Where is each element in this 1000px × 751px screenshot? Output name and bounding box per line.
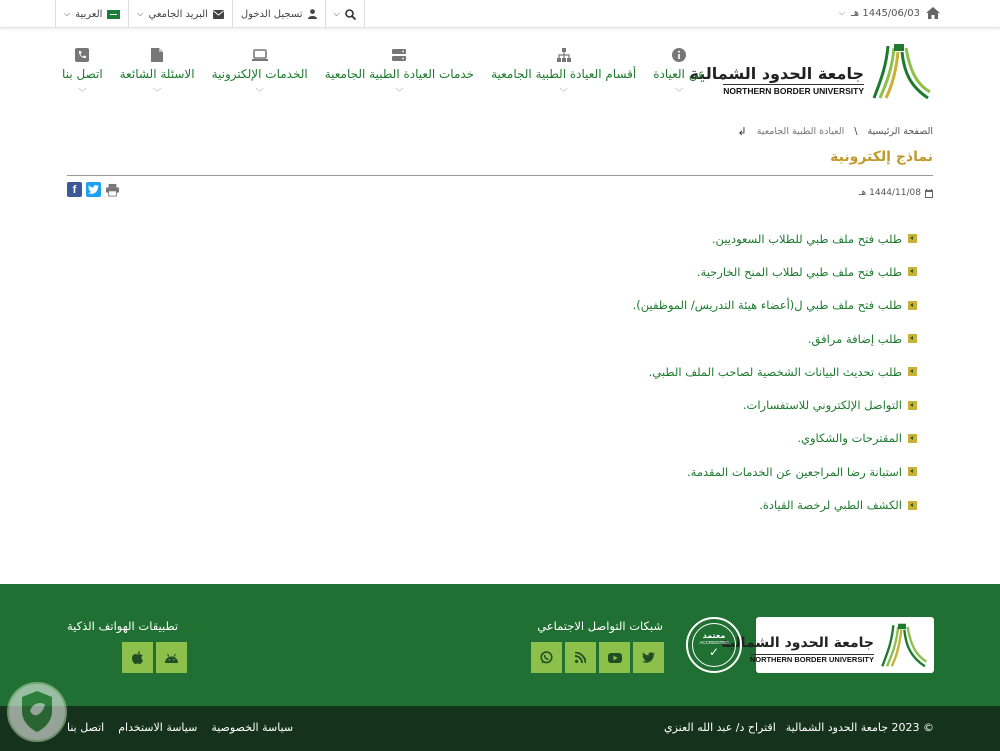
app-buttons xyxy=(122,642,187,673)
android-icon[interactable] xyxy=(156,642,187,673)
list-item[interactable] xyxy=(517,455,917,488)
breadcrumb-home[interactable]: الصفحة الرئيسية xyxy=(867,126,933,137)
user-icon xyxy=(308,9,317,19)
language-label: العربية xyxy=(75,8,103,20)
copyright xyxy=(664,721,934,734)
youtube-icon[interactable] xyxy=(599,642,630,673)
nav-item-e-services[interactable] xyxy=(212,48,308,108)
apple-icon[interactable] xyxy=(122,642,153,673)
link-text[interactable]: طلب فتح ملف طبي لطلاب المنح الخارجية. xyxy=(696,264,902,279)
link-text[interactable]: الكشف الطبي لرخصة القيادة. xyxy=(759,498,902,513)
login-link[interactable] xyxy=(233,0,326,28)
nav-item-faq[interactable] xyxy=(120,48,195,108)
nav-item-services[interactable] xyxy=(325,48,474,108)
language-switch[interactable] xyxy=(55,0,129,28)
link-text[interactable]: طلب إضافة مرافق. xyxy=(807,331,902,346)
server-icon xyxy=(392,48,406,62)
university-logo[interactable] xyxy=(689,42,932,100)
university-emblem-icon xyxy=(876,621,928,669)
footer-university-logo[interactable] xyxy=(721,617,934,673)
logo-english-name: NORTHERN BORDER UNIVERSITY xyxy=(723,86,864,96)
print-icon[interactable] xyxy=(105,182,120,197)
accredited-english: ACCREDITED xyxy=(699,640,729,645)
link-text[interactable]: طلب فتح ملف طبي للطلاب السعوديين. xyxy=(711,231,902,246)
date-text: 1445/06/03 هـ xyxy=(850,7,920,19)
nav-label: عن العيادة xyxy=(653,67,705,81)
chevron-down-icon[interactable]: ⌵ xyxy=(838,8,845,17)
university-email-link[interactable] xyxy=(129,0,233,28)
link-text[interactable]: طلب تحديث البيانات الشخصية لصاحب الملف الطبي. xyxy=(648,364,902,379)
arrow-bullet-icon xyxy=(908,301,917,310)
footer-logo-english: NORTHERN BORDER UNIVERSITY xyxy=(749,655,874,664)
form-links-list xyxy=(517,222,917,522)
info-icon xyxy=(672,48,686,62)
nav-label: الخدمات الإلكترونية xyxy=(211,67,308,81)
sitemap-icon xyxy=(557,48,571,62)
breadcrumb xyxy=(738,125,933,138)
arrow-bullet-icon xyxy=(908,434,917,443)
accreditation-seal xyxy=(686,617,742,673)
link-text[interactable]: استبانة رضا المراجعين عن الخدمات المقدمة. xyxy=(687,464,902,479)
arrow-bullet-icon xyxy=(908,234,917,243)
chevron-down-icon: ﹀ xyxy=(559,88,568,97)
facebook-icon[interactable]: f xyxy=(67,182,82,197)
privacy-policy-link[interactable]: سياسة الخصوصية xyxy=(211,721,294,734)
home-icon[interactable] xyxy=(926,7,940,19)
chevron-down-icon: ⌵ xyxy=(137,9,144,18)
nav-label: الاسئلة الشائعة xyxy=(119,67,195,81)
breadcrumb-current: العيادة الطبية الجامعية xyxy=(756,126,845,137)
back-arrow-icon[interactable]: ↲ xyxy=(737,125,747,138)
checkmark-icon: ✓ xyxy=(708,645,720,659)
nav-item-departments[interactable] xyxy=(491,48,636,108)
divider xyxy=(67,175,933,176)
footer-contact-link[interactable]: اتصل بنا xyxy=(67,721,105,734)
arrow-bullet-icon xyxy=(908,467,917,476)
page-title: نماذج إلكترونية xyxy=(830,149,933,165)
breadcrumb-separator: \ xyxy=(854,126,858,137)
chevron-down-icon: ﹀ xyxy=(395,88,404,97)
list-item[interactable] xyxy=(517,488,917,521)
list-item[interactable] xyxy=(517,422,917,455)
nav-label: خدمات العيادة الطبية الجامعية xyxy=(324,67,475,81)
email-label: البريد الجامعي xyxy=(148,8,208,20)
saudi-flag-icon xyxy=(107,10,120,19)
twitter-icon[interactable] xyxy=(86,182,101,197)
list-item[interactable] xyxy=(517,355,917,388)
rss-icon[interactable] xyxy=(565,642,596,673)
nav-label: أقسام العيادة الطبية الجامعية xyxy=(491,67,637,81)
copyright-text: © 2023 جامعة الحدود الشمالية xyxy=(785,721,934,734)
arrow-bullet-icon xyxy=(908,367,917,376)
envelope-icon xyxy=(213,10,224,19)
list-item[interactable] xyxy=(517,322,917,355)
list-item[interactable] xyxy=(517,255,917,288)
phone-icon xyxy=(75,48,89,62)
list-item[interactable] xyxy=(517,388,917,421)
chevron-down-icon: ﹀ xyxy=(153,88,162,97)
footer-links xyxy=(67,721,293,734)
arrow-bullet-icon xyxy=(908,501,917,510)
main-navigation xyxy=(62,48,705,108)
nav-item-about[interactable] xyxy=(653,48,705,108)
list-item[interactable] xyxy=(517,222,917,255)
chevron-down-icon: ⌵ xyxy=(333,9,340,18)
document-icon xyxy=(151,48,163,62)
link-text[interactable]: طلب فتح ملف طبي ل(أعضاء هيئة التدريس/ الموظفين). xyxy=(632,298,902,313)
arrow-bullet-icon xyxy=(908,267,917,276)
social-section-title: شبكات التواصل الاجتماعي xyxy=(537,619,663,633)
arrow-bullet-icon xyxy=(908,401,917,410)
accredited-arabic: معتمد xyxy=(702,631,726,640)
logo-arabic-name: جامعة الحدود الشمالية xyxy=(689,64,864,83)
suggestion-credit: اقتراح د/ عبد الله العنزي xyxy=(663,721,776,734)
calendar-icon xyxy=(925,189,933,198)
login-label: تسجيل الدخول xyxy=(240,8,303,20)
footer-logo-arabic: جامعة الحدود الشمالية xyxy=(721,635,874,651)
apps-section-title: تطبيقات الهواتف الذكية xyxy=(67,619,179,633)
nav-label: اتصل بنا xyxy=(62,67,103,81)
link-text[interactable]: المقترحات والشكاوي. xyxy=(797,431,902,446)
shield-watermark-icon xyxy=(6,681,68,743)
arrow-bullet-icon xyxy=(908,334,917,343)
utility-links xyxy=(55,0,365,28)
publish-date xyxy=(859,188,933,198)
hijri-date xyxy=(839,7,940,19)
twitter-icon[interactable] xyxy=(633,642,664,673)
share-tools xyxy=(67,182,120,197)
university-emblem-icon xyxy=(866,42,932,100)
chevron-down-icon: ﹀ xyxy=(255,88,264,97)
chevron-down-icon: ⌵ xyxy=(64,9,71,18)
terms-of-use-link[interactable]: سياسة الاستخدام xyxy=(118,721,198,734)
whatsapp-icon[interactable] xyxy=(531,642,562,673)
search-toggle[interactable] xyxy=(326,0,365,28)
nav-item-contact[interactable] xyxy=(62,48,103,108)
top-utility-bar xyxy=(0,0,1000,28)
search-icon xyxy=(345,9,356,20)
social-buttons xyxy=(531,642,664,673)
laptop-icon xyxy=(252,48,268,62)
list-item[interactable] xyxy=(517,289,917,322)
chevron-down-icon: ﹀ xyxy=(78,88,87,97)
publish-date-text: 1444/11/08 هـ xyxy=(858,188,921,198)
link-text[interactable]: التواصل الإلكتروني للاستفسارات. xyxy=(742,398,902,413)
chevron-down-icon: ﹀ xyxy=(675,88,684,97)
